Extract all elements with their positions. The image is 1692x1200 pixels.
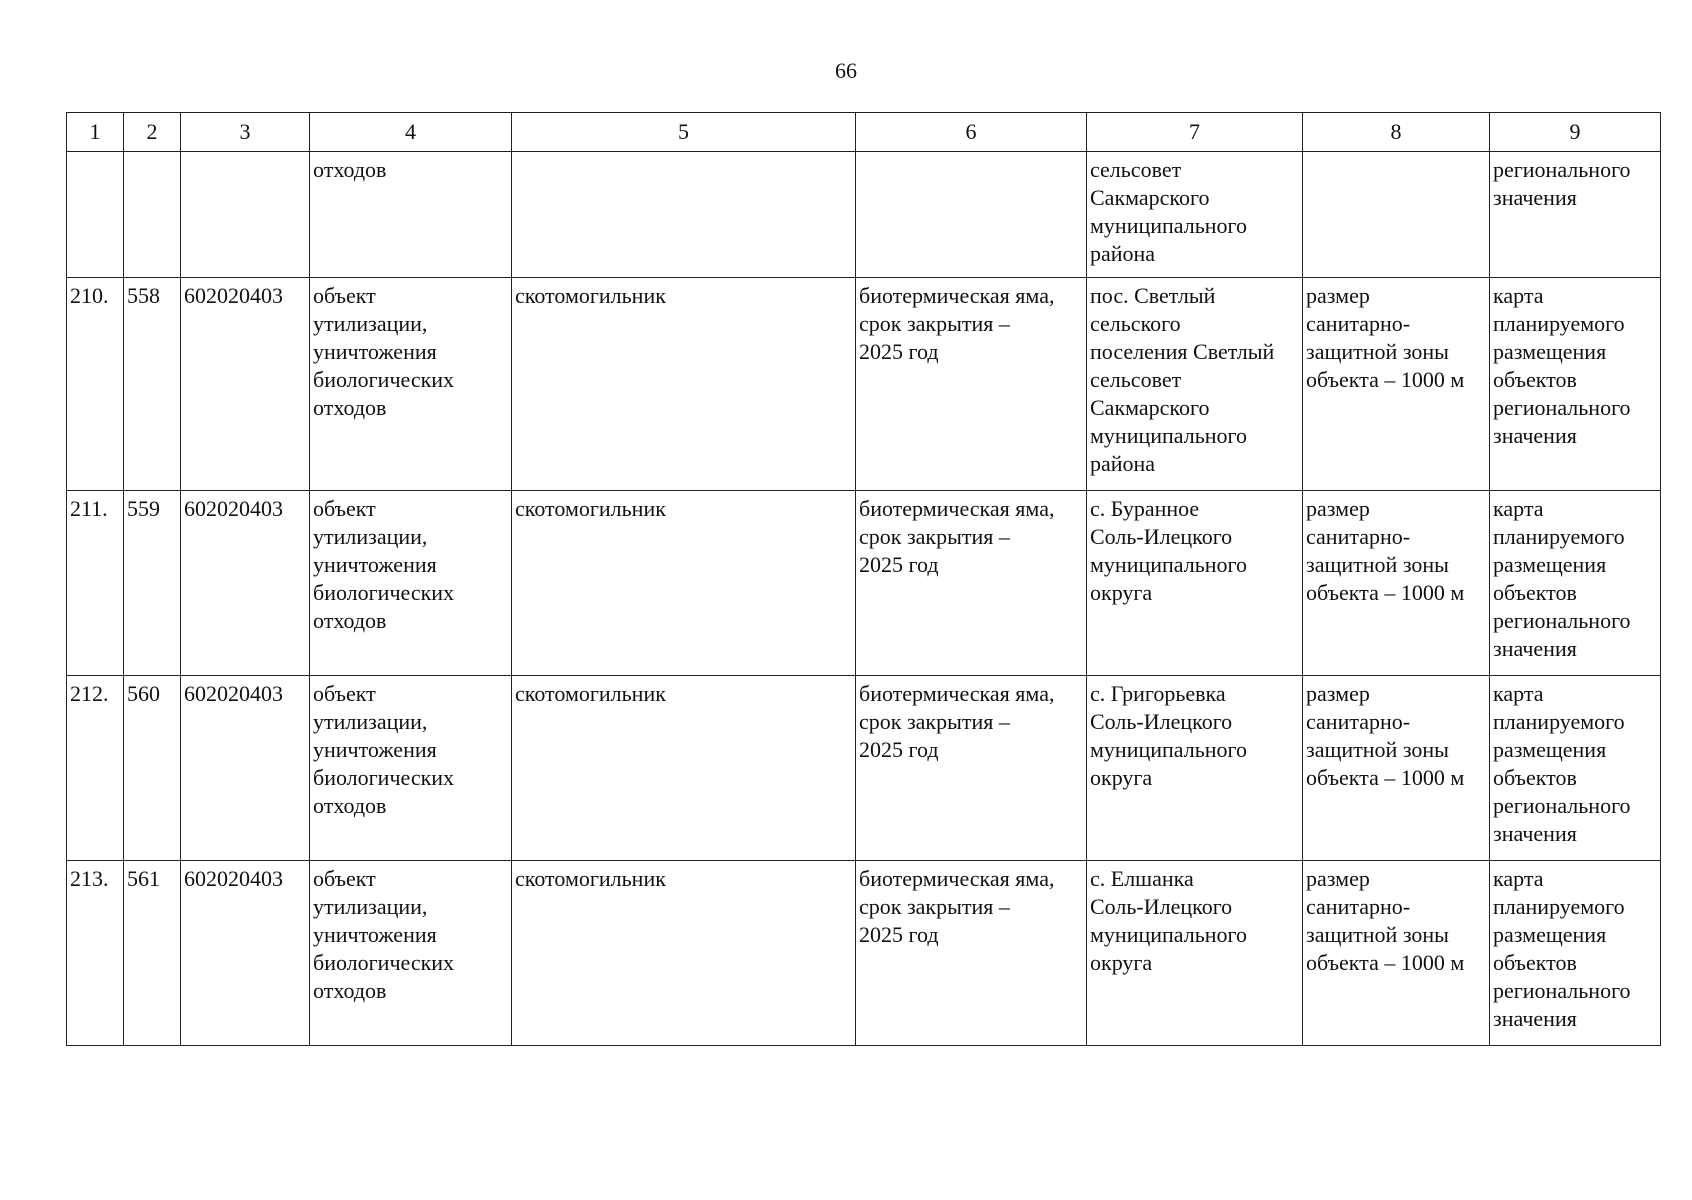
header-cell-6: 6 (856, 113, 1087, 152)
header-cell-9: 9 (1490, 113, 1661, 152)
table-cell: размер санитарно- защитной зоны объекта – 1000 м (1303, 278, 1490, 491)
table-cell: 559 (124, 491, 181, 676)
objects-table (66, 112, 1661, 1046)
table-cell: биотермическая яма, срок закрытия – 2025 год (856, 676, 1087, 861)
header-cell-1: 1 (67, 113, 124, 152)
table-cell: сельсовет Сакмарского муниципального района (1087, 152, 1303, 278)
table-cell (181, 152, 310, 278)
table-row (67, 278, 1661, 491)
header-cell-7: 7 (1087, 113, 1303, 152)
table-cell: 602020403 (181, 278, 310, 491)
table-cell: скотомогильник (512, 861, 856, 1046)
table-cell: 561 (124, 861, 181, 1046)
table-cell: 602020403 (181, 861, 310, 1046)
page-number: 66 (835, 58, 857, 83)
header-cell-4: 4 (310, 113, 512, 152)
table-cell: 558 (124, 278, 181, 491)
table-cell: 560 (124, 676, 181, 861)
table-cell: размер санитарно- защитной зоны объекта – 1000 м (1303, 861, 1490, 1046)
table-cell (1303, 152, 1490, 278)
table-row-continuation (67, 152, 1661, 278)
table-cell: размер санитарно- защитной зоны объекта – 1000 м (1303, 491, 1490, 676)
table-cell: объект утилизации, уничтожения биологических отходов (310, 861, 512, 1046)
row-number-cell: 210. (67, 278, 124, 491)
table-cell: карта планируемого размещения объектов регионального значения (1490, 278, 1661, 491)
table-cell: отходов (310, 152, 512, 278)
header-cell-8: 8 (1303, 113, 1490, 152)
table-cell: 602020403 (181, 491, 310, 676)
table-cell: биотермическая яма, срок закрытия – 2025 год (856, 491, 1087, 676)
table-row (67, 491, 1661, 676)
table-cell: скотомогильник (512, 278, 856, 491)
table-cell (67, 152, 124, 278)
header-cell-2: 2 (124, 113, 181, 152)
table-cell: размер санитарно- защитной зоны объекта – 1000 м (1303, 676, 1490, 861)
table-cell: объект утилизации, уничтожения биологических отходов (310, 676, 512, 861)
header-cell-3: 3 (181, 113, 310, 152)
header-cell-5: 5 (512, 113, 856, 152)
row-number-cell: 211. (67, 491, 124, 676)
table-cell (512, 152, 856, 278)
table-cell: биотермическая яма, срок закрытия – 2025 год (856, 278, 1087, 491)
table-cell: с. Григорьевка Соль-Илецкого муниципального округа (1087, 676, 1303, 861)
table-row (67, 676, 1661, 861)
table-row (67, 861, 1661, 1046)
table-cell: с. Буранное Соль-Илецкого муниципального округа (1087, 491, 1303, 676)
table-cell (856, 152, 1087, 278)
table-cell: объект утилизации, уничтожения биологических отходов (310, 491, 512, 676)
table-cell: скотомогильник (512, 676, 856, 861)
table-cell: карта планируемого размещения объектов регионального значения (1490, 491, 1661, 676)
row-number-cell: 213. (67, 861, 124, 1046)
header-row (67, 113, 1661, 152)
table-cell: 602020403 (181, 676, 310, 861)
table-cell: биотермическая яма, срок закрытия – 2025 год (856, 861, 1087, 1046)
table-cell: регионального значения (1490, 152, 1661, 278)
table-cell: карта планируемого размещения объектов регионального значения (1490, 861, 1661, 1046)
table-cell: скотомогильник (512, 491, 856, 676)
table-cell: с. Елшанка Соль-Илецкого муниципального округа (1087, 861, 1303, 1046)
table-cell (124, 152, 181, 278)
table-cell: пос. Светлый сельского поселения Светлый сельсовет Сакмарского муниципального района (1087, 278, 1303, 491)
row-number-cell: 212. (67, 676, 124, 861)
table-cell: карта планируемого размещения объектов регионального значения (1490, 676, 1661, 861)
table-cell: объект утилизации, уничтожения биологических отходов (310, 278, 512, 491)
